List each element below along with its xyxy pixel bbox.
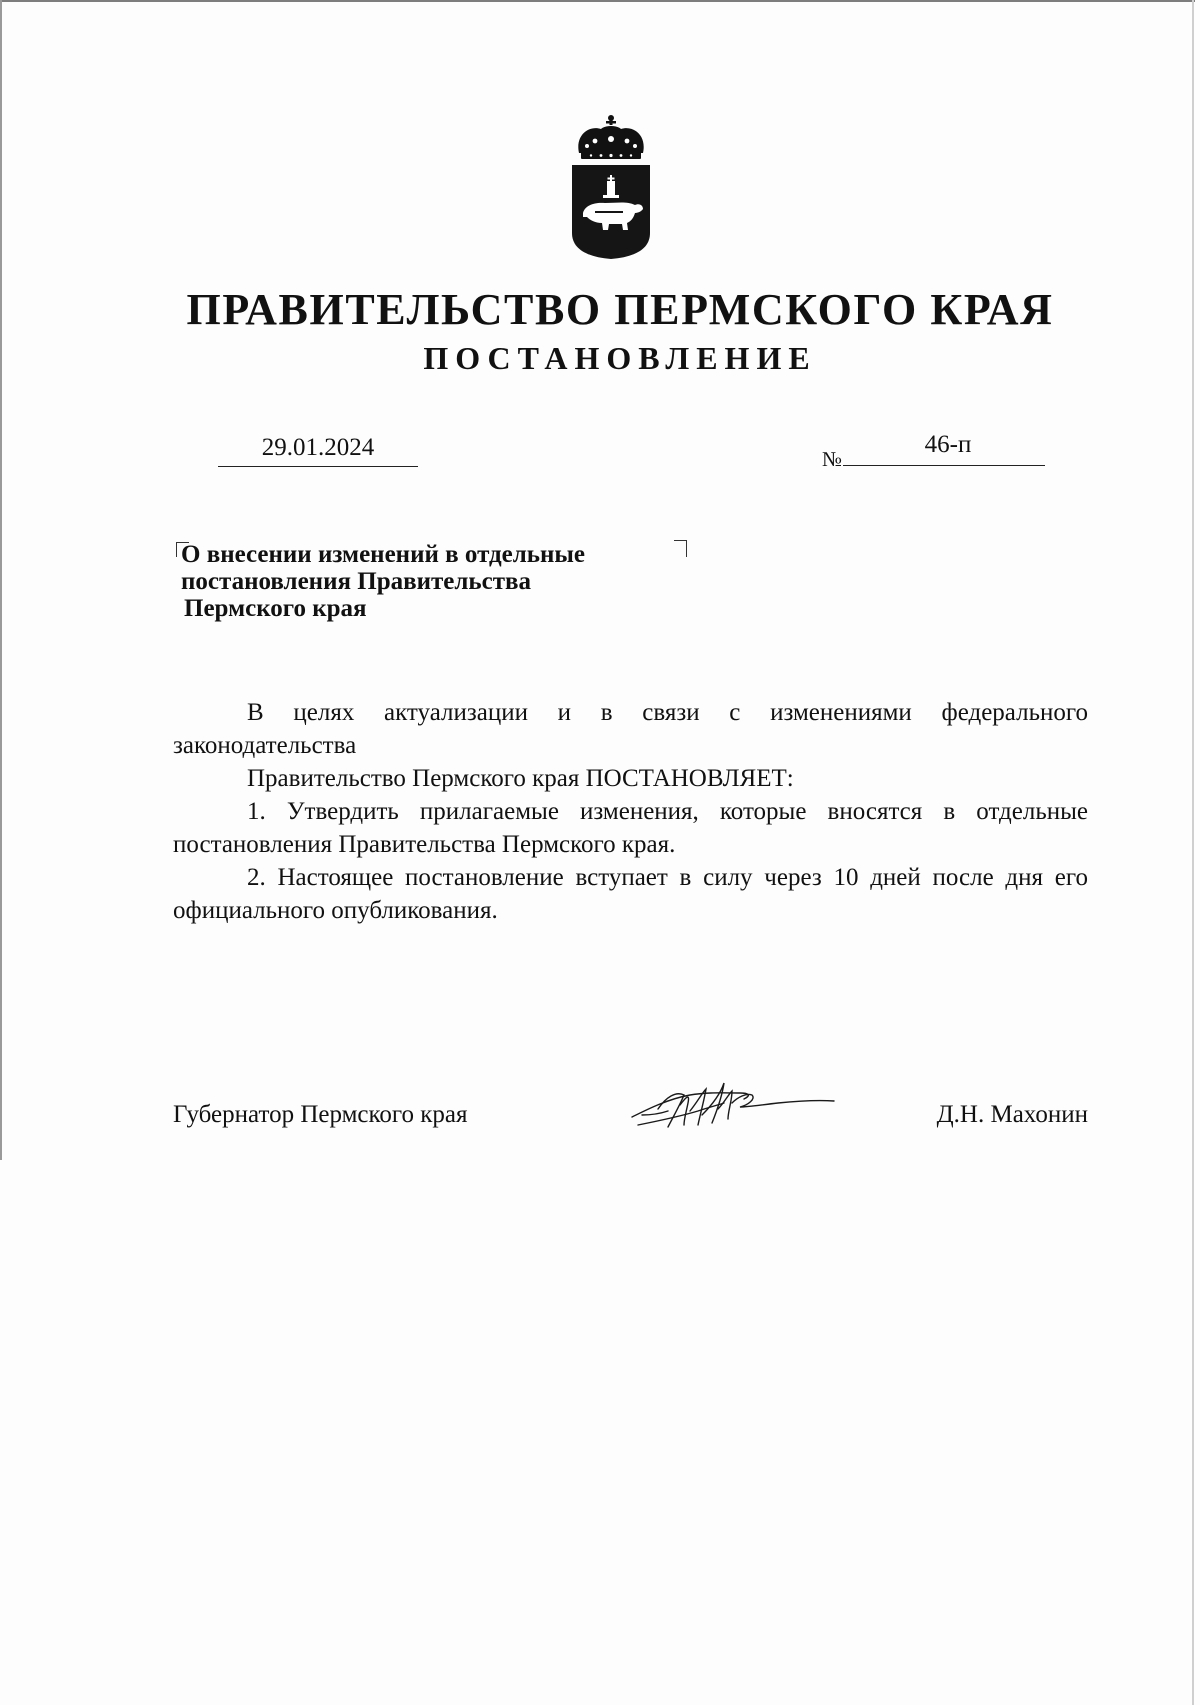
scan-edge-top bbox=[0, 0, 1195, 2]
coat-of-arms-icon bbox=[565, 113, 657, 263]
date-field bbox=[218, 430, 418, 467]
number-field bbox=[843, 425, 1045, 466]
body-paragraph-item-2: 2. Настоящее постановление вступает в силу через 10 дней после дня его официального опубликования. bbox=[173, 864, 1088, 924]
body-paragraph-resolves: Правительство Пермского края ПОСТАНОВЛЯЕТ: bbox=[247, 765, 794, 792]
organization-title: ПРАВИТЕЛЬСТВО ПЕРМСКОГО КРАЯ bbox=[186, 285, 1054, 334]
subject-line: Пермского края bbox=[184, 595, 367, 622]
subject-line: О внесении изменений в отдельные bbox=[181, 541, 586, 568]
signatory-position: Губернатор Пермского края bbox=[173, 1101, 468, 1128]
body-paragraph-item-1: 1. Утвердить прилагаемые изменения, которые вносятся в отдельные постановления Правительства Пермского края. bbox=[173, 798, 1088, 858]
body-paragraph-preamble: В целях актуализации и в связи с изменениями федерального законодательства bbox=[173, 699, 1088, 759]
signatory-name: Д.Н. Махонин bbox=[936, 1101, 1088, 1128]
document-subject bbox=[181, 541, 681, 622]
document-number: 46-п bbox=[924, 431, 972, 458]
scan-edge-left bbox=[0, 0, 2, 1160]
scan-edge-right bbox=[1192, 0, 1194, 1705]
subject-line: постановления Правительства bbox=[181, 568, 531, 595]
number-sign: № bbox=[822, 447, 843, 471]
document-date: 29.01.2024 bbox=[261, 434, 375, 461]
handwritten-signature-icon bbox=[628, 1075, 838, 1135]
document-type: ПОСТАНОВЛЕНИЕ bbox=[423, 340, 817, 376]
document-body bbox=[173, 696, 1088, 927]
